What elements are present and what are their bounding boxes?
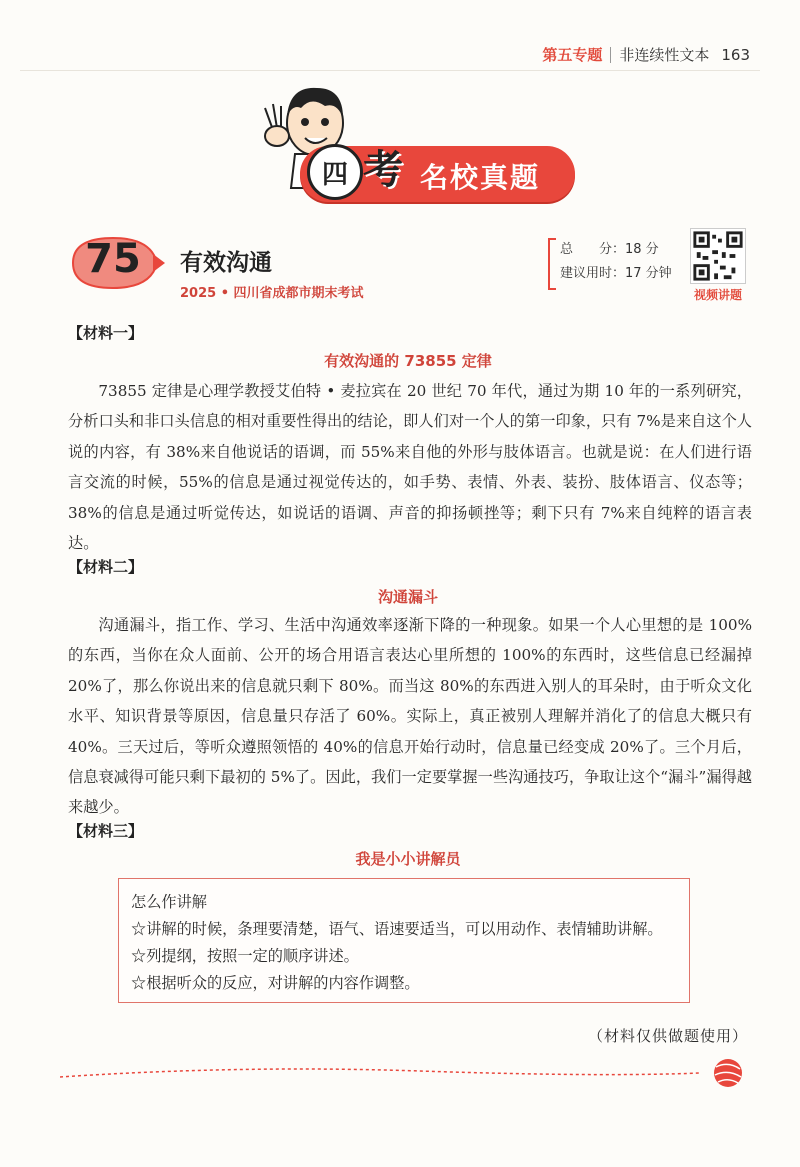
material1-text: 73855 定律是心理学教授艾伯特 • 麦拉宾在 20 世纪 70 年代，通过为期 10 年的一系列研究，分析口头和非口头信息的相对重要性得出的结论，即人们对一个人的第一印象，只有 7%是来自这个人说的内容，有 38%来自他说话的语调，而 55%来自他的外形与肢体语言。也就是说：在人们进行语言交流的时候，55%的信息是通过视觉传达的，如手势、表情、外表、装扮、肢体语言、仪态等；38%的信息是通过听觉传达，如说话的语调、声音的抑扬顿挫等；剩下只有 7%来自纯粹的语言表达。	[68, 382, 752, 553]
footer-decoration	[60, 1055, 780, 1095]
score-bracket	[548, 238, 556, 290]
tip-item: ☆讲解的时候，条理要清楚，语气、语速要适当，可以用动作、表情辅助讲解。	[131, 920, 663, 938]
question-title: 有效沟通	[180, 250, 272, 276]
question-source: 2025 • 四川省成都市期末考试	[180, 286, 364, 301]
topic-label: 第五专题	[542, 46, 603, 64]
qr-label[interactable]: 视频讲题	[693, 288, 742, 302]
material2-text: 沟通漏斗，指工作、学习、生活中沟通效率逐渐下降的一种现象。如果一个人心里想的是 100%的东西，当你在众人面前、公开的场合用语言表达心里所想的 100%的东西时，这些信息已经漏掉 20%了，那么你说出来的信息就只剩下 80%。而当这 80%的东西进入别人的耳朵时，由于听众文化水平、知识背景等原因，信息量只存活了 60%。实际上，真正被别人理解并消化了的信息大概只有 40%。三天过后，等听众遵照领悟的 40%的信息开始行动时，信息量已经变成 20%了。三个月后，信息衰减得可能只剩下最初的 5%了。因此，我们一定要掌握一些沟通技巧，争取让这个“漏斗”漏得越来越少。	[68, 616, 752, 817]
tip-item: ☆列提纲，按照一定的顺序讲述。	[131, 947, 359, 965]
material1-title: 有效沟通的 73855 定律	[324, 352, 492, 370]
score-info	[548, 238, 678, 290]
question-number: 75	[85, 236, 141, 282]
section-title: 非连续性文本	[619, 46, 710, 64]
banner-kao: 考	[363, 147, 403, 193]
material-note: （材料仅供做题使用）	[587, 1027, 748, 1045]
banner-number: 四	[307, 144, 363, 200]
header-rule	[20, 70, 760, 71]
material2-label: 【材料二】	[68, 558, 144, 576]
suggested-time: 建议用时：17 分钟	[560, 266, 672, 281]
banner-title: 名校真题	[420, 161, 541, 194]
tips-box	[118, 878, 690, 1003]
material2-title: 沟通漏斗	[377, 588, 438, 606]
page-header	[542, 44, 750, 65]
header-divider	[610, 47, 611, 63]
material3-title: 我是小小讲解员	[355, 850, 461, 868]
total-score: 总 分：18 分	[560, 242, 659, 257]
material1-label: 【材料一】	[68, 324, 144, 342]
tips-box-title: 怎么作讲解	[131, 893, 207, 911]
page-number: 163	[721, 45, 750, 64]
material3-label: 【材料三】	[68, 822, 144, 840]
tip-item: ☆根据听众的反应，对讲解的内容作调整。	[131, 974, 420, 992]
section-banner	[245, 78, 585, 208]
qr-code-icon[interactable]	[690, 228, 746, 284]
